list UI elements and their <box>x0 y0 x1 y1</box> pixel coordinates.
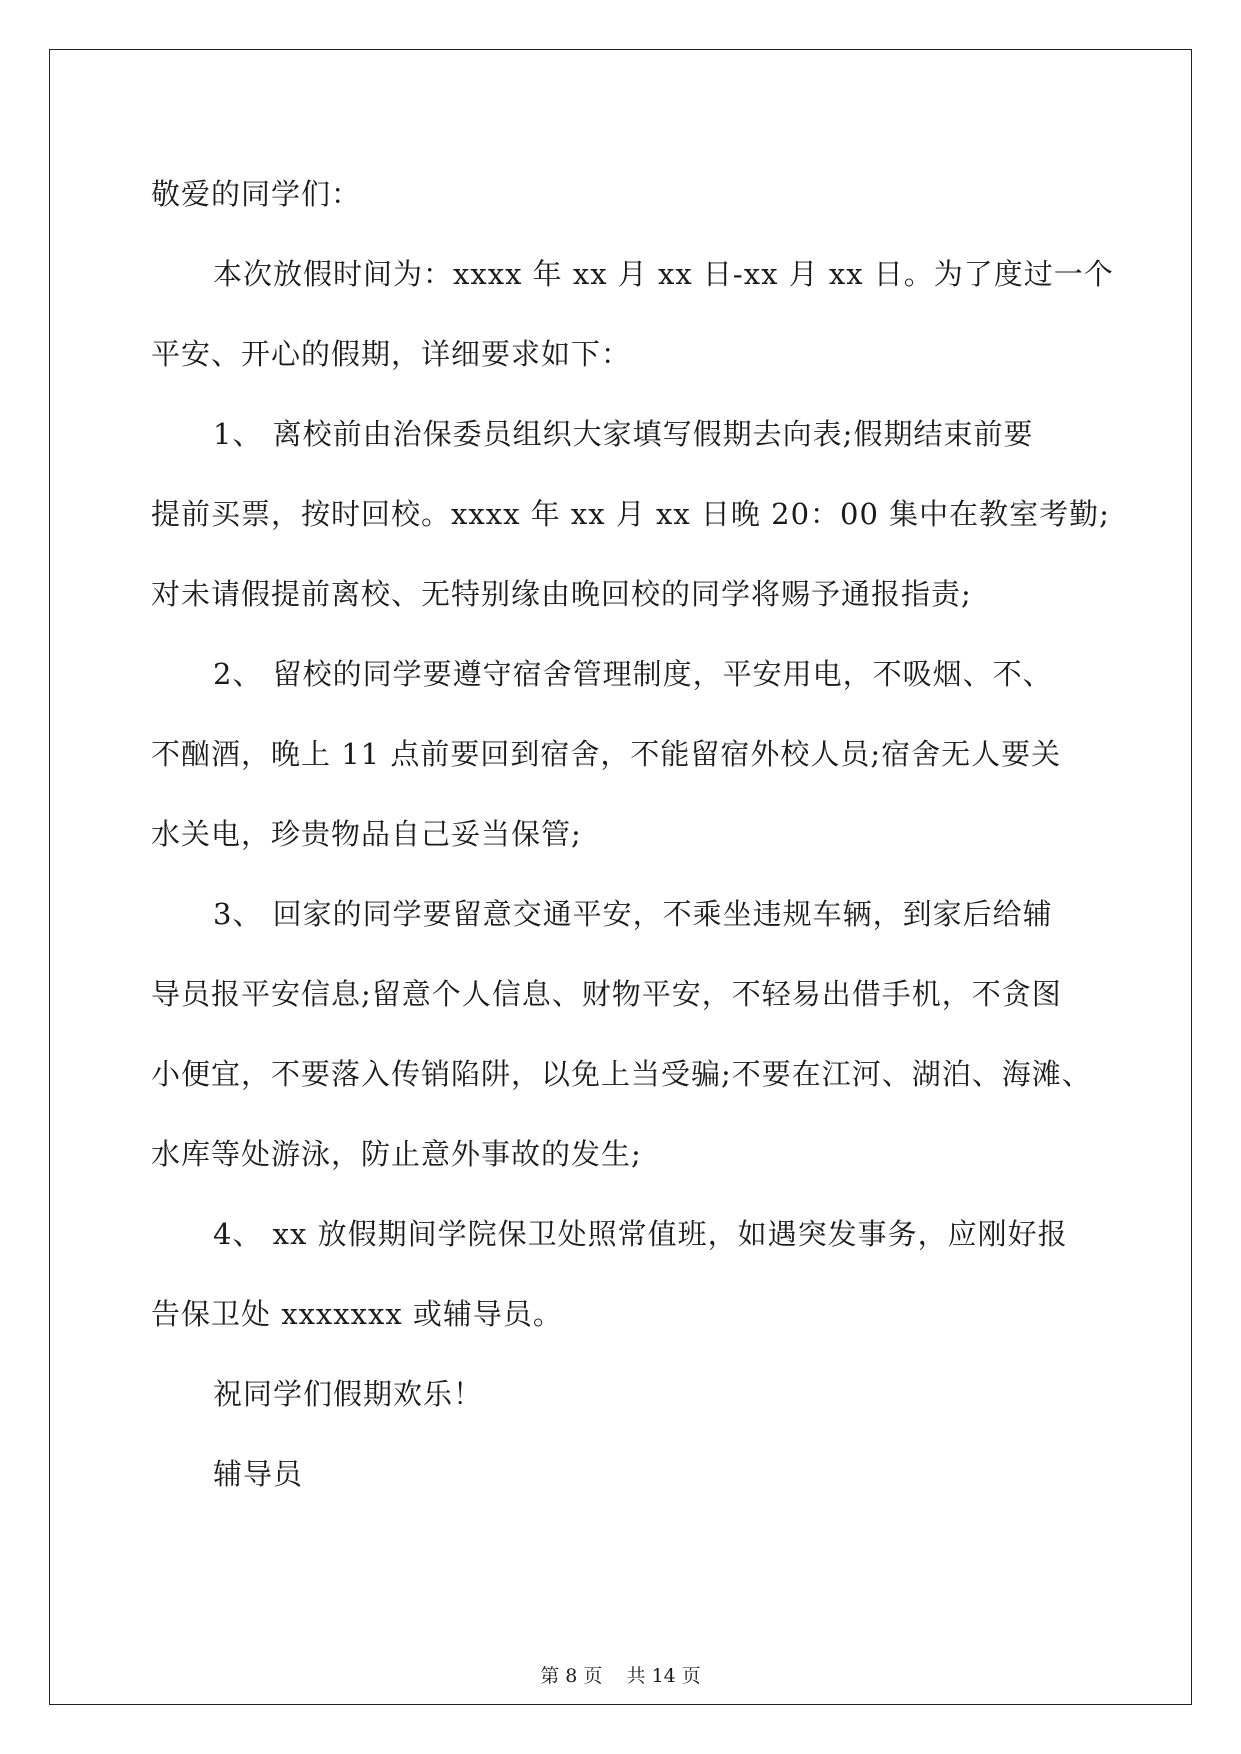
closing-wish: 祝同学们假期欢乐！ <box>213 1377 484 1411</box>
page-number-footer: 第 8 页 共 14 页 <box>540 1665 701 1687</box>
item-1-line-2: 提前买票，按时回校。xxxx 年 xx 月 xx 日晚 20：00 集中在教室考勤; <box>151 497 1110 531</box>
item-1-line-1: 1、 离校前由治保委员组织大家填写假期去向表;假期结束前要 <box>213 417 1034 451</box>
signature: 辅导员 <box>213 1457 304 1491</box>
paragraph-intro-line-2: 平安、开心的假期，详细要求如下： <box>151 337 632 371</box>
item-2-line-2: 不酗酒，晚上 11 点前要回到宿舍，不能留宿外校人员;宿舍无人要关 <box>151 737 1062 771</box>
paragraph-intro-line-1: 本次放假时间为：xxxx 年 xx 月 xx 日-xx 月 xx 日。为了度过一个 <box>213 257 1114 291</box>
item-4-line-1: 4、 xx 放假期间学院保卫处照常值班，如遇突发事务，应刚好报 <box>213 1217 1068 1251</box>
item-2-line-3: 水关电，珍贵物品自己妥当保管; <box>151 817 582 851</box>
item-1-line-3: 对未请假提前离校、无特别缘由晚回校的同学将赐予通报指责; <box>151 577 972 611</box>
item-3-line-4: 水库等处游泳，防止意外事故的发生; <box>151 1137 642 1171</box>
item-3-line-1: 3、 回家的同学要留意交通平安，不乘坐违规车辆，到家后给辅 <box>213 897 1053 931</box>
item-3-line-3: 小便宜，不要落入传销陷阱，以免上当受骗;不要在江河、湖泊、海滩、 <box>151 1057 1092 1091</box>
salutation: 敬爱的同学们： <box>151 177 362 211</box>
item-4-line-2: 告保卫处 xxxxxxx 或辅导员。 <box>151 1297 563 1331</box>
item-2-line-1: 2、 留校的同学要遵守宿舍管理制度，平安用电，不吸烟、不、 <box>213 657 1053 691</box>
item-3-line-2: 导员报平安信息;留意个人信息、财物平安，不轻易出借手机，不贪图 <box>151 977 1062 1011</box>
